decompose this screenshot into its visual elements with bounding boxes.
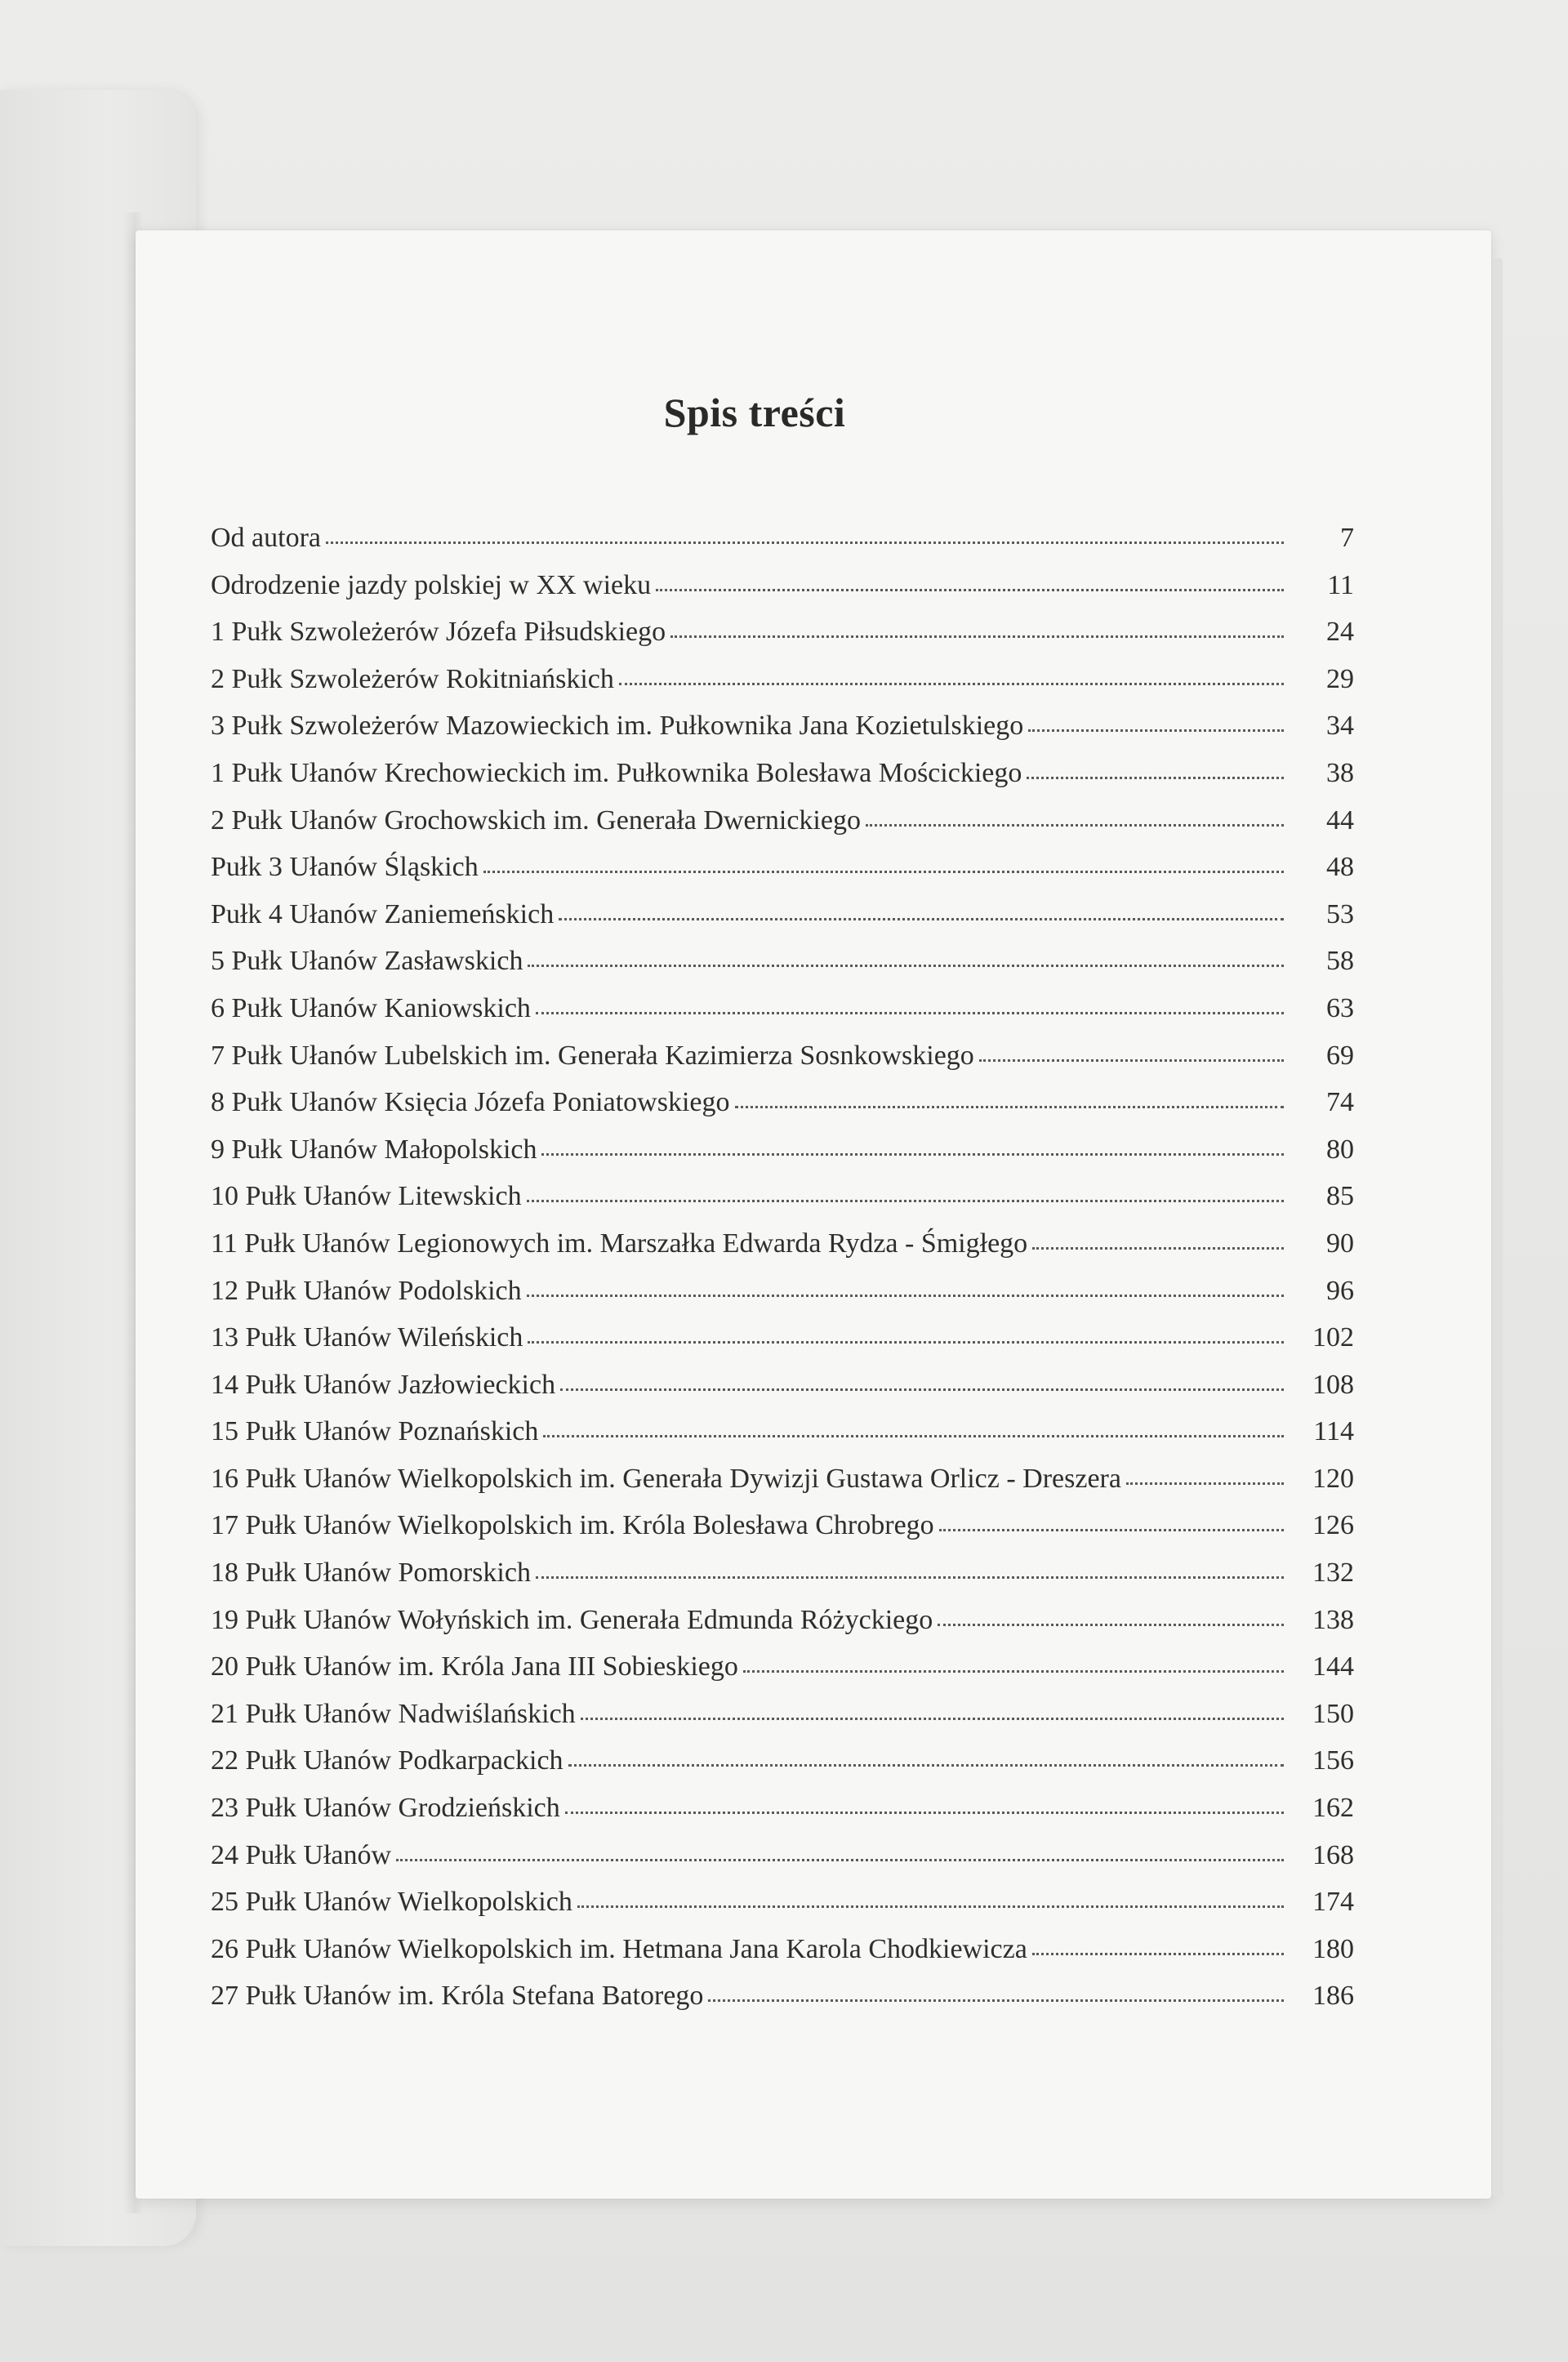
toc-entry <box>211 1887 1354 1934</box>
toc-entry-page-number: 44 <box>1326 804 1354 836</box>
toc-entry-label: 2 Pułk Szwoleżerów Rokitniańskich <box>211 663 614 694</box>
toc-entry-label: 7 Pułk Ułanów Lubelskich im. Generała Kazimierza Sosnkowskiego <box>211 1040 974 1071</box>
dot-leader <box>735 1106 1285 1108</box>
toc-entry-label: 10 Pułk Ułanów Litewskich <box>211 1181 522 1212</box>
toc-entry-label: 21 Pułk Ułanów Nadwiślańskich <box>211 1698 576 1729</box>
toc-entry-label: 25 Pułk Ułanów Wielkopolskich <box>211 1887 572 1918</box>
dot-leader <box>619 683 1284 685</box>
toc-entry-label: 1 Pułk Szwoleżerów Józefa Piłsudskiego <box>211 617 666 648</box>
dot-leader <box>708 1999 1284 2002</box>
toc-entry <box>211 1276 1354 1323</box>
dot-leader <box>656 589 1284 591</box>
toc-entry-page-number: 138 <box>1312 1604 1354 1635</box>
toc-entry-label: Pułk 4 Ułanów Zaniemeńskich <box>211 898 555 929</box>
toc-entry-page-number: 7 <box>1340 523 1354 553</box>
dot-leader <box>543 1435 1284 1437</box>
dot-leader <box>527 1295 1284 1297</box>
dot-leader <box>743 1670 1284 1673</box>
toc-entry-label: 6 Pułk Ułanów Kaniowskich <box>211 992 531 1023</box>
toc-entry-page-number: 85 <box>1326 1181 1354 1212</box>
dot-leader <box>559 918 1284 920</box>
toc-entry <box>211 523 1354 570</box>
toc-entry <box>211 1416 1354 1464</box>
toc-entry-label: 1 Pułk Ułanów Krechowieckich im. Pułkownika Bolesława Mościckiego <box>211 757 1022 788</box>
toc-entry-page-number: 11 <box>1327 569 1354 600</box>
dot-leader <box>581 1718 1284 1720</box>
toc-entry-label: Pułk 3 Ułanów Śląskich <box>211 852 479 883</box>
toc-entry <box>211 1370 1354 1417</box>
toc-entry-label: 9 Pułk Ułanów Małopolskich <box>211 1134 537 1165</box>
dot-leader <box>527 1200 1284 1202</box>
toc-entry <box>211 664 1354 711</box>
toc-entry-page-number: 38 <box>1326 757 1354 788</box>
toc-entry-page-number: 108 <box>1312 1369 1354 1400</box>
dot-leader <box>396 1859 1284 1861</box>
toc-entry-label: 3 Pułk Szwoleżerów Mazowieckich im. Pułkownika Jana Kozietulskiego <box>211 711 1024 742</box>
toc-entry-label: 24 Pułk Ułanów <box>211 1839 391 1870</box>
toc-entry-label: 19 Pułk Ułanów Wołyńskich im. Generała Edmunda Różyckiego <box>211 1604 933 1635</box>
page-title: Spis treści <box>663 389 846 435</box>
toc-entry-label: Odrodzenie jazdy polskiej w XX wieku <box>211 569 652 600</box>
toc-entry <box>211 946 1354 993</box>
toc-entry <box>211 617 1354 664</box>
toc-entry-page-number: 63 <box>1326 992 1354 1023</box>
dot-leader <box>670 635 1284 638</box>
dot-leader <box>541 1153 1284 1156</box>
toc-entry-page-number: 168 <box>1312 1839 1354 1870</box>
dot-leader <box>1032 1953 1284 1955</box>
toc-entry-label: 17 Pułk Ułanów Wielkopolskich im. Króla Bolesława Chrobrego <box>211 1510 934 1541</box>
toc-entry-page-number: 132 <box>1312 1558 1354 1589</box>
toc-entry-label: 16 Pułk Ułanów Wielkopolskich im. Generała Dywizji Gustawa Orlicz - Dreszera <box>211 1463 1121 1494</box>
toc-entry-page-number: 174 <box>1312 1887 1354 1918</box>
toc-entry-label: 13 Pułk Ułanów Wileńskich <box>211 1322 523 1353</box>
toc-entry-page-number: 58 <box>1326 946 1354 977</box>
toc-entry <box>211 1934 1354 1981</box>
toc-entry <box>211 1087 1354 1134</box>
toc-entry <box>211 1510 1354 1558</box>
dot-leader <box>1032 1247 1284 1250</box>
toc-entry-page-number: 48 <box>1326 852 1354 883</box>
toc-entry <box>211 1134 1354 1182</box>
toc-entry <box>211 1322 1354 1370</box>
toc-entry-page-number: 96 <box>1326 1275 1354 1306</box>
toc-entry <box>211 711 1354 758</box>
dot-leader <box>536 1576 1284 1579</box>
toc-entry-label: Od autora <box>211 523 322 553</box>
toc-entry <box>211 1745 1354 1793</box>
toc-entry-page-number: 74 <box>1326 1087 1354 1118</box>
toc-entry <box>211 1699 1354 1746</box>
dot-leader <box>1028 729 1284 732</box>
dot-leader <box>536 1012 1284 1014</box>
toc-entry <box>211 758 1354 805</box>
toc-entry-page-number: 120 <box>1312 1463 1354 1494</box>
toc-entry-page-number: 34 <box>1326 711 1354 742</box>
dot-leader <box>565 1812 1284 1814</box>
toc-entry-label: 27 Pułk Ułanów im. Króla Stefana Batorego <box>211 1981 704 2012</box>
toc-entry-page-number: 150 <box>1312 1698 1354 1729</box>
dot-leader <box>483 871 1284 873</box>
toc-entry-label: 26 Pułk Ułanów Wielkopolskich im. Hetmana Jana Karola Chodkiewicza <box>211 1933 1027 1964</box>
toc-entry-label: 14 Pułk Ułanów Jazłowieckich <box>211 1369 556 1400</box>
dot-leader <box>560 1388 1284 1391</box>
dot-leader <box>577 1905 1284 1908</box>
toc-entry-label: 23 Pułk Ułanów Grodzieńskich <box>211 1793 560 1824</box>
toc-entry-label: 15 Pułk Ułanów Poznańskich <box>211 1416 539 1447</box>
dot-leader <box>1027 777 1284 779</box>
dot-leader <box>938 1624 1284 1626</box>
toc-entry <box>211 1228 1354 1276</box>
toc-entry-page-number: 80 <box>1326 1134 1354 1165</box>
dot-leader <box>979 1059 1284 1062</box>
toc-entry-page-number: 53 <box>1326 898 1354 929</box>
toc-entry <box>211 1981 1354 2028</box>
toc-entry <box>211 1605 1354 1652</box>
toc-entry-page-number: 156 <box>1312 1745 1354 1776</box>
toc-entry <box>211 1651 1354 1699</box>
toc-entry-page-number: 102 <box>1312 1322 1354 1353</box>
toc-entry-label: 2 Pułk Ułanów Grochowskich im. Generała Dwernickiego <box>211 804 861 836</box>
toc-entry <box>211 805 1354 853</box>
toc-entry <box>211 1041 1354 1088</box>
dot-leader <box>568 1764 1284 1767</box>
dot-leader <box>528 965 1284 967</box>
toc-entry <box>211 993 1354 1041</box>
table-of-contents <box>211 523 1354 2028</box>
dot-leader <box>528 1341 1284 1344</box>
toc-entry-page-number: 29 <box>1326 663 1354 694</box>
toc-entry-label: 12 Pułk Ułanów Podolskich <box>211 1275 522 1306</box>
toc-entry-page-number: 186 <box>1312 1981 1354 2012</box>
toc-entry <box>211 570 1354 617</box>
toc-entry-label: 11 Pułk Ułanów Legionowych im. Marszałka Edwarda Rydza - Śmigłego <box>211 1228 1028 1259</box>
dot-leader <box>1126 1482 1284 1485</box>
toc-entry-label: 20 Pułk Ułanów im. Króla Jana III Sobieskiego <box>211 1651 738 1682</box>
toc-entry <box>211 1464 1354 1511</box>
dot-leader <box>326 541 1284 544</box>
toc-entry <box>211 1181 1354 1228</box>
toc-entry <box>211 899 1354 947</box>
toc-entry-page-number: 126 <box>1312 1510 1354 1541</box>
toc-entry <box>211 1840 1354 1887</box>
toc-entry-label: 22 Pułk Ułanów Podkarpackich <box>211 1745 564 1776</box>
toc-entry <box>211 852 1354 899</box>
toc-entry-page-number: 162 <box>1312 1793 1354 1824</box>
toc-entry-page-number: 114 <box>1313 1416 1354 1447</box>
toc-entry-label: 5 Pułk Ułanów Zasławskich <box>211 946 523 977</box>
toc-entry <box>211 1793 1354 1840</box>
toc-entry-page-number: 144 <box>1312 1651 1354 1682</box>
toc-entry-page-number: 24 <box>1326 617 1354 648</box>
dot-leader <box>866 824 1284 827</box>
toc-entry-page-number: 180 <box>1312 1933 1354 1964</box>
toc-entry-page-number: 90 <box>1326 1228 1354 1259</box>
dot-leader <box>939 1529 1284 1531</box>
toc-entry-label: 8 Pułk Ułanów Księcia Józefa Poniatowskiego <box>211 1087 730 1118</box>
toc-entry-page-number: 69 <box>1326 1040 1354 1071</box>
toc-entry-label: 18 Pułk Ułanów Pomorskich <box>211 1558 531 1589</box>
toc-entry <box>211 1558 1354 1605</box>
